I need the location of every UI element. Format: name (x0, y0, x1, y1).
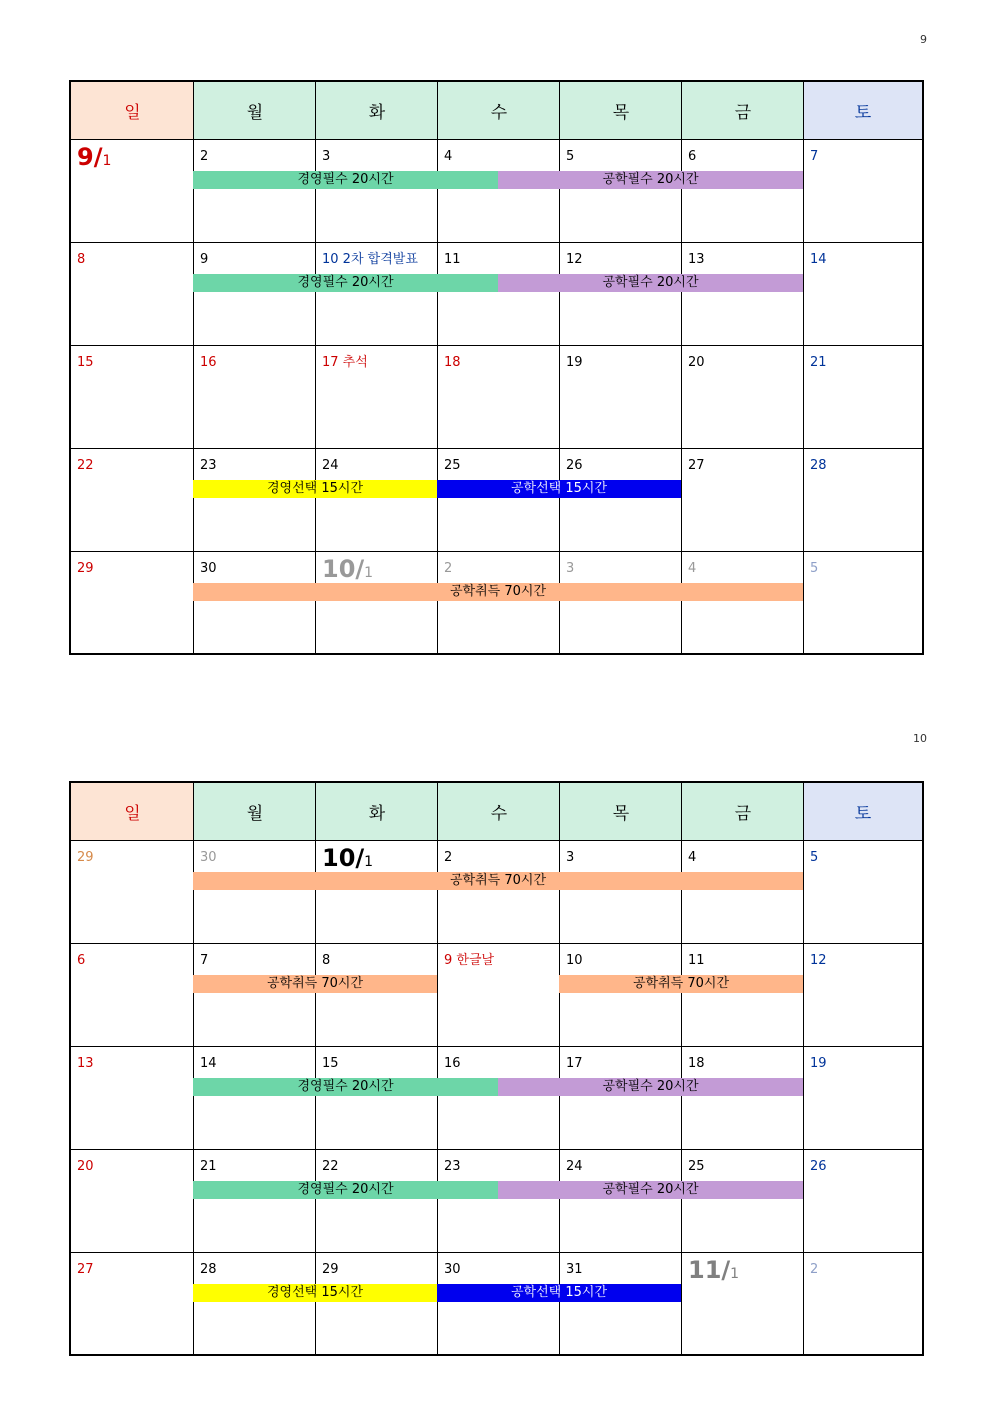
day-label: 6 (77, 953, 86, 968)
day-number (322, 1262, 339, 1278)
day-label: 22 (77, 458, 94, 473)
day-of-month: 1 (730, 1266, 740, 1282)
day-label: 17 (322, 355, 339, 370)
week-divider (71, 551, 922, 552)
day-label: 8 (322, 953, 331, 968)
day-number (566, 355, 583, 371)
event-bar-label: 공학필수 20시간 (602, 1079, 699, 1094)
week-divider (71, 448, 922, 449)
event-bar-label: 공학취득 70시간 (633, 976, 730, 991)
event-bar (193, 583, 803, 601)
month-marker: 11/ (688, 1256, 731, 1284)
week-divider (71, 242, 922, 243)
event-bar (498, 1181, 803, 1199)
day-number (688, 149, 696, 165)
day-label: 21 (810, 355, 827, 370)
day-note: 2차 합격발표 (338, 252, 418, 267)
event-bar-label: 공학취득 70시간 (450, 873, 547, 888)
day-number (688, 1257, 739, 1287)
day-label: 28 (200, 1262, 217, 1277)
day-label: 20 (688, 355, 705, 370)
day-label: 24 (566, 1159, 583, 1174)
day-number (688, 355, 705, 371)
event-bar (559, 975, 803, 993)
day-label: 4 (444, 149, 453, 164)
day-label: 9 (200, 252, 209, 267)
day-number (444, 355, 461, 371)
event-bar-label: 공학필수 20시간 (602, 172, 699, 187)
day-label: 18 (444, 355, 461, 370)
day-label: 23 (200, 458, 217, 473)
event-bar-label: 경영필수 20시간 (297, 275, 394, 290)
day-number (77, 458, 94, 474)
day-number (810, 355, 827, 371)
day-number (322, 556, 373, 586)
day-number (444, 1262, 461, 1278)
weekday-header (71, 783, 922, 841)
week-divider (71, 943, 922, 944)
event-bar (498, 1078, 803, 1096)
month-calendar (69, 781, 924, 1356)
weekday-header-cell: 금 (682, 82, 804, 139)
weekday-header-cell: 수 (438, 82, 560, 139)
day-label: 5 (566, 149, 575, 164)
event-bar-label: 경영필수 20시간 (297, 1182, 394, 1197)
day-number (444, 1056, 461, 1072)
day-number (200, 355, 217, 371)
week-divider (71, 1149, 922, 1150)
month-calendar (69, 80, 924, 655)
day-label: 29 (77, 850, 94, 865)
event-bar-label: 공학취득 70시간 (450, 584, 547, 599)
day-label: 26 (566, 458, 583, 473)
week-divider (71, 345, 922, 346)
day-number (200, 953, 208, 969)
column-divider (315, 82, 316, 653)
day-number (77, 561, 94, 577)
day-number (566, 850, 574, 866)
day-label: 15 (322, 1056, 339, 1071)
event-bar-label: 공학선택 15시간 (511, 1285, 608, 1300)
day-number (322, 458, 339, 474)
weekday-header-cell: 화 (316, 82, 438, 139)
day-label: 2 (444, 561, 453, 576)
day-label: 9 (444, 953, 453, 968)
day-number (566, 1159, 583, 1175)
event-bar (193, 975, 437, 993)
day-number (77, 1056, 94, 1072)
weekday-header-cell: 목 (560, 783, 682, 840)
event-bar (193, 1181, 498, 1199)
day-label: 31 (566, 1262, 583, 1277)
day-label: 2 (444, 850, 453, 865)
event-bar (193, 171, 498, 189)
day-label: 14 (810, 252, 827, 267)
day-number (688, 850, 696, 866)
event-bar (498, 171, 803, 189)
day-label: 15 (77, 355, 94, 370)
month-marker: 10/ (322, 844, 365, 872)
day-number (688, 953, 705, 969)
column-divider (803, 82, 804, 653)
day-label: 14 (200, 1056, 217, 1071)
day-number (77, 1262, 94, 1278)
day-of-month: 1 (364, 565, 374, 581)
day-label: 13 (688, 252, 705, 267)
day-label: 24 (322, 458, 339, 473)
day-label: 13 (77, 1056, 94, 1071)
week-divider (71, 1252, 922, 1253)
day-number (810, 1056, 827, 1072)
event-bar (193, 1284, 437, 1302)
day-number (810, 252, 827, 268)
day-label: 30 (200, 561, 217, 576)
day-number (810, 1159, 827, 1175)
day-number (810, 850, 818, 866)
day-label: 16 (444, 1056, 461, 1071)
day-label: 29 (77, 561, 94, 576)
day-number (77, 850, 94, 866)
day-label: 10 (566, 953, 583, 968)
weekday-header-cell: 토 (804, 82, 922, 139)
day-label: 25 (444, 458, 461, 473)
column-divider (193, 783, 194, 1354)
day-label: 19 (810, 1056, 827, 1071)
day-number (566, 1056, 583, 1072)
day-number (77, 144, 111, 174)
day-label: 3 (322, 149, 331, 164)
month-marker: 10/ (322, 555, 365, 583)
day-number (566, 252, 583, 268)
day-label: 25 (688, 1159, 705, 1174)
day-number (444, 953, 494, 969)
day-label: 2 (810, 1262, 819, 1277)
day-number (77, 1159, 94, 1175)
day-label: 2 (200, 149, 209, 164)
event-bar (437, 480, 681, 498)
weekday-header-cell: 월 (194, 783, 316, 840)
day-number (444, 149, 452, 165)
day-number (322, 1159, 339, 1175)
day-number (200, 1262, 217, 1278)
day-label: 18 (688, 1056, 705, 1071)
column-divider (315, 783, 316, 1354)
day-number (200, 850, 217, 866)
day-number (200, 1159, 217, 1175)
event-bar-label: 공학필수 20시간 (602, 1182, 699, 1197)
day-number (688, 561, 696, 577)
page-number: 10 (913, 732, 927, 745)
day-number (688, 252, 705, 268)
day-number (566, 149, 574, 165)
day-label: 4 (688, 561, 697, 576)
event-bar-label: 경영필수 20시간 (297, 172, 394, 187)
day-number (444, 850, 452, 866)
day-label: 30 (200, 850, 217, 865)
event-bar-label: 경영선택 15시간 (267, 481, 364, 496)
day-label: 19 (566, 355, 583, 370)
page-number: 9 (920, 33, 927, 46)
day-number (200, 1056, 217, 1072)
day-number (810, 458, 827, 474)
day-label: 20 (77, 1159, 94, 1174)
event-bar-label: 공학필수 20시간 (602, 275, 699, 290)
column-divider (803, 783, 804, 1354)
day-label: 22 (322, 1159, 339, 1174)
day-label: 5 (810, 561, 819, 576)
month-marker: 9/ (77, 143, 103, 171)
day-number (77, 355, 94, 371)
day-number (688, 1159, 705, 1175)
day-of-month: 1 (102, 153, 112, 169)
day-label: 12 (566, 252, 583, 267)
day-number (810, 953, 827, 969)
day-number (200, 149, 208, 165)
day-label: 21 (200, 1159, 217, 1174)
column-divider (681, 82, 682, 653)
day-number (322, 252, 418, 268)
day-number (77, 252, 85, 268)
weekday-header-cell: 화 (316, 783, 438, 840)
weekday-header-cell: 금 (682, 783, 804, 840)
day-label: 3 (566, 561, 575, 576)
weekday-header-cell: 토 (804, 783, 922, 840)
day-label: 10 (322, 252, 339, 267)
day-number (322, 1056, 339, 1072)
day-number (200, 458, 217, 474)
day-label: 3 (566, 850, 575, 865)
day-number (444, 1159, 461, 1175)
day-number (566, 953, 583, 969)
event-bar-label: 공학취득 70시간 (267, 976, 364, 991)
day-label: 7 (200, 953, 209, 968)
day-number (810, 149, 818, 165)
column-divider (193, 82, 194, 653)
day-number (322, 149, 330, 165)
day-number (566, 458, 583, 474)
day-label: 4 (688, 850, 697, 865)
event-bar (193, 274, 498, 292)
day-label: 29 (322, 1262, 339, 1277)
column-divider (437, 82, 438, 653)
day-note: 한글날 (452, 953, 495, 968)
day-number (810, 561, 818, 577)
day-number (444, 561, 452, 577)
day-label: 11 (444, 252, 461, 267)
day-number (200, 252, 208, 268)
event-bar-label: 경영선택 15시간 (267, 1285, 364, 1300)
event-bar (193, 1078, 498, 1096)
column-divider (681, 783, 682, 1354)
event-bar-label: 공학선택 15시간 (511, 481, 608, 496)
day-number (322, 953, 330, 969)
day-number (566, 561, 574, 577)
weekday-header-cell: 일 (71, 783, 194, 840)
weekday-header-cell: 월 (194, 82, 316, 139)
day-number (322, 845, 373, 875)
day-number (444, 252, 461, 268)
day-label: 30 (444, 1262, 461, 1277)
day-number (444, 458, 461, 474)
week-divider (71, 1046, 922, 1047)
day-label: 27 (77, 1262, 94, 1277)
day-label: 17 (566, 1056, 583, 1071)
day-number (566, 1262, 583, 1278)
day-label: 8 (77, 252, 86, 267)
day-number (810, 1262, 818, 1278)
day-number (322, 355, 368, 371)
column-divider (437, 783, 438, 1354)
weekday-header (71, 82, 922, 140)
weekday-header-cell: 목 (560, 82, 682, 139)
day-number (688, 1056, 705, 1072)
weekday-header-cell: 수 (438, 783, 560, 840)
day-label: 28 (810, 458, 827, 473)
event-bar-label: 경영필수 20시간 (297, 1079, 394, 1094)
day-label: 23 (444, 1159, 461, 1174)
day-label: 7 (810, 149, 819, 164)
day-label: 5 (810, 850, 819, 865)
event-bar (193, 872, 803, 890)
weekday-header-cell: 일 (71, 82, 194, 139)
event-bar (193, 480, 437, 498)
column-divider (559, 783, 560, 1354)
day-label: 11 (688, 953, 705, 968)
column-divider (559, 82, 560, 653)
day-number (77, 953, 85, 969)
event-bar (437, 1284, 681, 1302)
day-number (688, 458, 705, 474)
day-number (200, 561, 217, 577)
day-label: 6 (688, 149, 697, 164)
day-label: 26 (810, 1159, 827, 1174)
day-label: 27 (688, 458, 705, 473)
day-note: 추석 (338, 355, 368, 370)
day-label: 16 (200, 355, 217, 370)
event-bar (498, 274, 803, 292)
day-of-month: 1 (364, 854, 374, 870)
day-label: 12 (810, 953, 827, 968)
